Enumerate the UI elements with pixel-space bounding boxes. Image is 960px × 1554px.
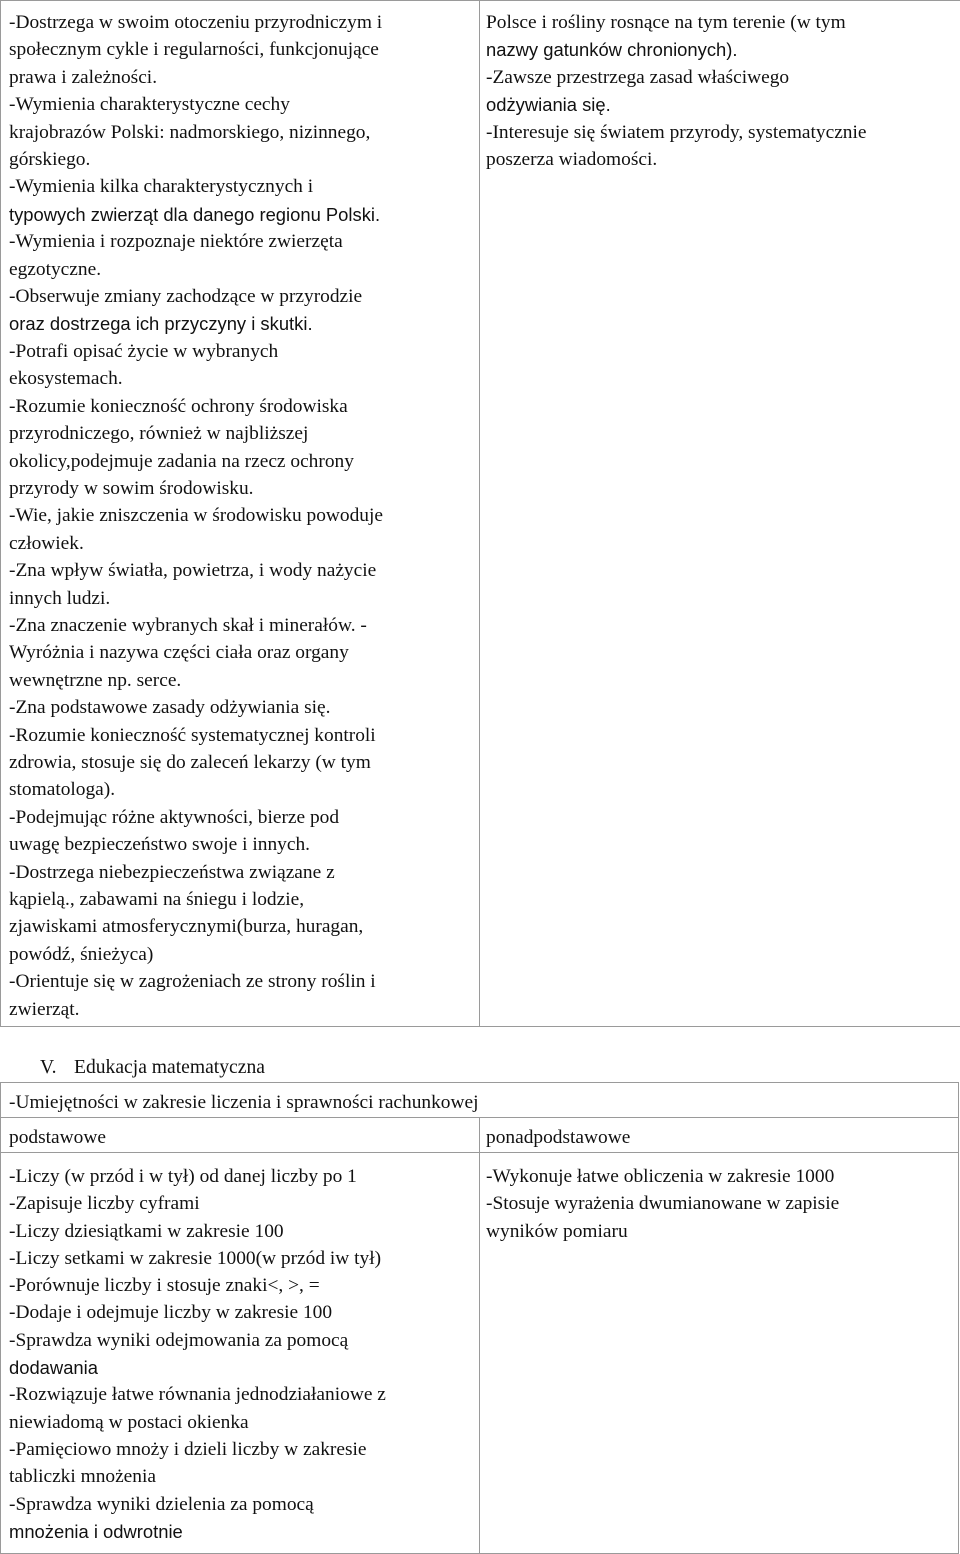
skills-heading: -Umiejętności w zakresie liczenia i sprawności rachunkowej — [1, 1083, 959, 1118]
text-line: ekosystemach. — [9, 368, 123, 390]
text-line: niewiadomą w postaci okienka — [9, 1411, 249, 1433]
text-line: uwagę bezpieczeństwo swoje i innych. — [9, 834, 310, 856]
advanced-skills-cell — [480, 1153, 959, 1554]
text-line: kąpielą., zabawami na śniegu i lodzie, — [9, 889, 305, 910]
text-line: przyrody w sowim środowisku. — [9, 477, 254, 499]
math-requirements-table — [0, 1082, 959, 1554]
section-heading — [40, 1054, 265, 1081]
text-line: Wyróżnia i nazywa części ciała oraz organy — [9, 642, 349, 664]
section-number: V. — [40, 1057, 57, 1078]
text-line: człowiek. — [9, 532, 84, 554]
text-line: -Liczy dziesiątkami w zakresie 100 — [9, 1220, 284, 1242]
text-line: -Rozwiązuje łatwe równania jednodziałaniowe z — [9, 1384, 386, 1406]
text-line: -Dostrzega niebezpieczeństwa związane z — [9, 861, 335, 883]
text-line: wyników pomiaru — [486, 1220, 628, 1242]
text-line: przyrodniczego, również w najbliższej — [9, 423, 309, 445]
text-line: -Rozumie konieczność ochrony środowiska — [9, 395, 348, 417]
text-line: górskiego. — [9, 149, 91, 171]
text-line: -Interesuje się światem przyrody, systematycznie — [486, 121, 867, 143]
text-line: -Orientuje się w zagrożeniach ze strony roślin i — [9, 971, 376, 993]
text-line: -Zna znaczenie wybranych skał i minerałów. - — [9, 614, 367, 636]
text-line: -Porównuje liczby i stosuje znaki<, >, = — [9, 1275, 320, 1297]
text-line: -Podejmując różne aktywności, bierze pod — [9, 806, 340, 828]
column-header-basic: podstawowe — [1, 1118, 480, 1153]
text-line: -Wymienia kilka charakterystycznych i — [9, 176, 314, 198]
section-title: Edukacja matematyczna — [74, 1057, 265, 1078]
text-line: zjawiskami atmosferycznymi(burza, huragan, — [9, 916, 364, 938]
text-line: innych ludzi. — [9, 587, 111, 609]
text-line: tabliczki mnożenia — [9, 1466, 156, 1488]
text-line: -Wymienia i rozpoznaje niektóre zwierzęta — [9, 231, 343, 253]
text-line: -Zapisuje liczby cyframi — [9, 1193, 200, 1215]
text-line: -Obserwuje zmiany zachodzące w przyrodzie — [9, 286, 363, 308]
text-line: -Zna wpływ światła, powietrza, i wody nażycie — [9, 560, 377, 582]
text-line: -Dodaje i odejmuje liczby w zakresie 100 — [9, 1302, 333, 1324]
text-line: wewnętrzne np. serce. — [9, 669, 182, 691]
text-line: -Wymienia charakterystyczne cechy — [9, 94, 290, 116]
text-line: -Pamięciowo mnoży i dzieli liczby w zakresie — [9, 1438, 367, 1460]
text-line: zdrowia, stosuje się do zaleceń lekarzy (w tym — [9, 751, 371, 773]
text-line: -Wykonuje łatwe obliczenia w zakresie 1000 — [486, 1166, 835, 1187]
text-line: -Sprawdza wyniki dzielenia za pomocą — [9, 1493, 314, 1515]
text-line: poszerza wiadomości. — [486, 149, 658, 171]
text-line: -Potrafi opisać życie w wybranych — [9, 340, 279, 362]
text-line: oraz dostrzega ich przyczyny i skutki. — [9, 313, 313, 335]
text-line: -Wie, jakie zniszczenia w środowisku powoduje — [9, 505, 383, 527]
text-line: mnożenia i odwrotnie — [9, 1520, 183, 1542]
text-line: nazwy gatunków chronionych). — [486, 39, 738, 61]
text-line: -Zna podstawowe zasady odżywiania się. — [9, 697, 331, 719]
text-line: krajobrazów Polski: nadmorskiego, nizinnego, — [9, 121, 371, 143]
basic-skills-cell — [1, 1153, 480, 1554]
text-line: -Liczy setkami w zakresie 1000(w przód iw tył) — [9, 1247, 382, 1269]
text-line: stomatologa). — [9, 779, 116, 801]
text-line: prawa i zależności. — [9, 66, 158, 88]
column-header-advanced: ponadpodstawowe — [480, 1118, 959, 1153]
text-line: powódź, śnieżyca) — [9, 943, 154, 965]
text-line: -Rozumie konieczność systematycznej kontroli — [9, 724, 376, 746]
text-line: egzotyczne. — [9, 258, 102, 280]
text-line: -Stosuje wyrażenia dwumianowane w zapisie — [486, 1193, 840, 1215]
text-line: dodawania — [9, 1357, 98, 1379]
text-line: społecznym cykle i regularności, funkcjonujące — [9, 39, 379, 61]
text-line: -Sprawdza wyniki odejmowania za pomocą — [9, 1329, 349, 1351]
text-line: -Dostrzega w swoim otoczeniu przyrodniczym i — [9, 12, 383, 33]
text-line: okolicy,podejmuje zadania na rzecz ochrony — [9, 450, 354, 472]
text-line: Polsce i rośliny rosnące na tym terenie (w tym — [486, 12, 846, 33]
text-line: typowych zwierząt dla danego regionu Polski. — [9, 203, 381, 225]
text-line: -Zawsze przestrzega zasad właściwego — [486, 66, 790, 88]
text-line: odżywiania się. — [486, 94, 611, 116]
text-line: zwierząt. — [9, 998, 80, 1020]
text-line: -Liczy (w przód i w tył) od danej liczby po 1 — [9, 1166, 357, 1187]
advanced-requirements-cell — [480, 1, 960, 1027]
basic-requirements-cell — [1, 1, 480, 1027]
